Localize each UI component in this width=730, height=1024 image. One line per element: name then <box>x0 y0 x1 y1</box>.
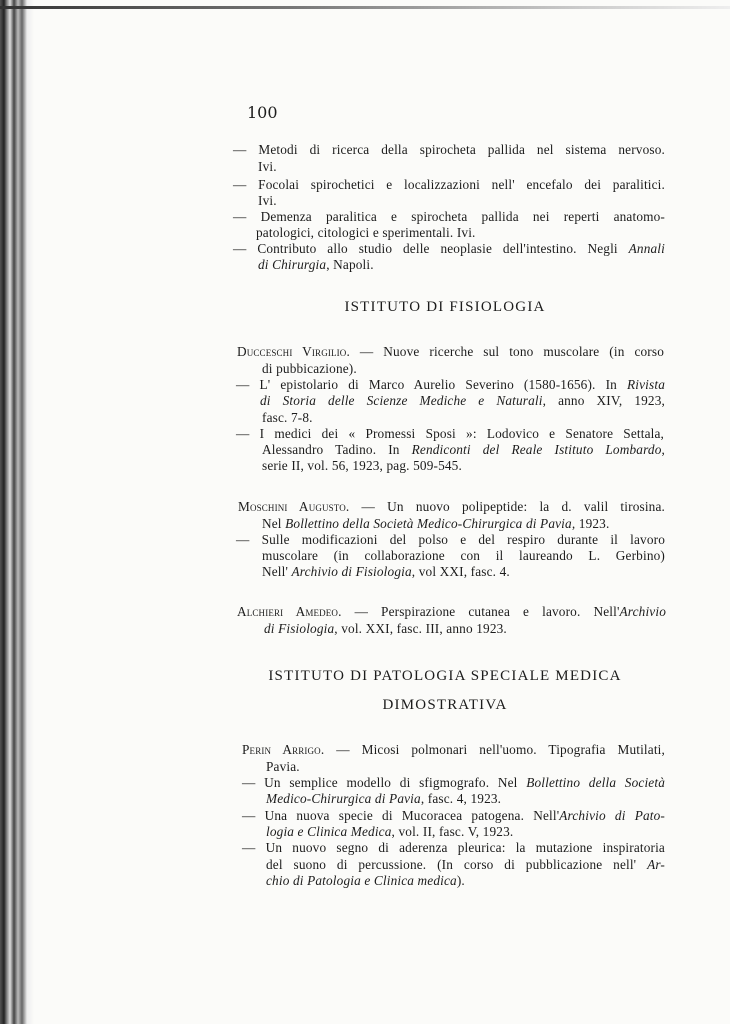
text-segment: , Napoli. <box>326 257 374 272</box>
text-line <box>256 225 476 241</box>
text-segment: — Perspirazione cutanea e lavoro. Nell' <box>341 604 620 619</box>
text-segment: ). <box>456 873 465 888</box>
text-segment: patologici, citologici e sperimentali. Ivi. <box>256 225 476 240</box>
text-line <box>242 808 665 824</box>
text-segment: , <box>661 442 665 457</box>
journal-title: Archivio di Pato- <box>559 808 666 823</box>
author-name: Alchieri Amedeo. <box>237 604 342 619</box>
text-line <box>266 824 513 840</box>
text-line <box>242 742 665 758</box>
page-top-edge <box>0 6 730 9</box>
text-line <box>262 516 609 532</box>
text-segment: serie II, vol. 56, 1923, pag. 509-545. <box>262 458 462 473</box>
text-segment: del suono di percussione. (In corso di pubblicazione nell' <box>266 857 648 872</box>
text-segment: , anno XIV, 1923, <box>542 393 665 408</box>
text-segment: di pubbicazione). <box>262 361 357 376</box>
text-line <box>242 775 665 791</box>
text-segment: — Metodi di ricerca della spirocheta pallida nel sistema nervoso. <box>233 142 665 157</box>
text-segment: — Micosi polmonari nell'uomo. Tipografia Mutilati, <box>324 742 665 757</box>
text-line <box>258 257 374 273</box>
text-line <box>233 142 665 158</box>
text-line <box>262 410 313 426</box>
text-line <box>236 532 665 548</box>
author-name: Perin Arrigo. <box>242 742 325 757</box>
text-line <box>264 621 507 637</box>
text-segment: fasc. 7-8. <box>262 410 313 425</box>
text-line <box>258 193 277 209</box>
text-line <box>233 209 665 225</box>
text-segment: , vol XXI, fasc. 4. <box>411 564 510 579</box>
journal-title: Medico-Chirurgica di Pavia <box>266 791 421 806</box>
text-segment: Nel <box>262 516 286 531</box>
section-heading-fisiologia: ISTITUTO DI FISIOLOGIA <box>344 299 546 315</box>
text-segment: , vol. II, fasc. V, 1923. <box>391 824 514 839</box>
text-segment: Ivi. <box>258 159 277 174</box>
journal-title: Archivio <box>619 604 666 619</box>
text-segment: — Focolai spirochetici e localizzazioni nell' encefalo dei paralitici. <box>233 177 665 192</box>
journal-title: Ar- <box>647 857 665 872</box>
text-line <box>236 377 665 393</box>
text-line <box>236 426 664 442</box>
text-line <box>260 393 665 409</box>
text-segment: — Sulle modificazioni del polso e del respiro durante il lavoro <box>236 532 665 547</box>
text-line <box>238 499 665 515</box>
text-segment: — I medici dei « Promessi Sposi »: Lodovico e Senatore Settala, <box>236 426 664 441</box>
text-line <box>266 873 465 889</box>
text-segment: — Una nuova specie di Mucoracea patogena. Nell' <box>242 808 560 823</box>
page-number: 100 <box>247 103 278 122</box>
journal-title: chio di Patologia e Clinica medica <box>266 873 457 888</box>
text-segment: — Contributo allo studio delle neoplasie dell'intestino. Negli <box>233 241 629 256</box>
section-heading-patologia: ISTITUTO DI PATOLOGIA SPECIALE MEDICA <box>268 668 622 684</box>
text-segment: Nell' <box>262 564 292 579</box>
text-line <box>237 604 666 620</box>
journal-title: Bollettino della Società Medico-Chirurgica di Pavia, <box>285 516 576 531</box>
text-segment: muscolare (in collaborazione con il laureando L. Gerbino) <box>262 548 665 563</box>
section-heading-dimostrativa: DIMOSTRATIVA <box>382 697 508 713</box>
journal-title: logia e Clinica Medica <box>266 824 392 839</box>
text-segment: — L' epistolario di Marco Aurelio Severino (1580-1656). In <box>236 377 628 392</box>
journal-title: di Chirurgia <box>258 257 327 272</box>
text-line <box>266 791 501 807</box>
book-binding-edge <box>0 0 34 1024</box>
text-line <box>262 548 665 564</box>
text-line <box>266 857 665 873</box>
journal-title: Rendiconti del Reale Istituto Lombardo <box>411 442 662 457</box>
journal-title: di Fisiologia <box>264 621 335 636</box>
text-segment: — Un semplice modello di sfigmografo. Nel <box>242 775 527 790</box>
text-segment: — Un nuovo segno di aderenza pleurica: la mutazione inspiratoria <box>242 840 665 855</box>
text-segment: — Un nuovo polipeptide: la d. valil tirosina. <box>349 499 665 514</box>
text-line <box>262 564 510 580</box>
journal-title: Annali <box>628 241 665 256</box>
author-name: Moschini Augusto. <box>238 499 350 514</box>
text-segment: — Demenza paralitica e spirocheta pallida nei reperti anatomo- <box>233 209 665 224</box>
author-name: Ducceschi Virgilio. <box>237 344 350 359</box>
journal-title: di Storia delle Scienze Mediche e Naturali <box>260 393 543 408</box>
text-line <box>266 759 300 775</box>
journal-title: Rivista <box>627 377 665 392</box>
text-line <box>233 241 665 257</box>
text-line <box>262 458 462 474</box>
text-segment: 1923. <box>575 516 610 531</box>
text-segment: Ivi. <box>258 193 277 208</box>
text-line <box>262 442 665 458</box>
text-line <box>233 177 665 193</box>
text-line <box>258 159 277 175</box>
text-segment: , fasc. 4, 1923. <box>420 791 502 806</box>
text-line <box>237 344 664 360</box>
text-segment: , vol. XXI, fasc. III, anno 1923. <box>334 621 507 636</box>
text-segment: — Nuove ricerche sul tono muscolare (in corso <box>349 344 664 359</box>
text-segment: Alessandro Tadino. In <box>262 442 412 457</box>
journal-title: Bollettino della Società <box>526 775 665 790</box>
journal-title: Archivio di Fisiologia <box>291 564 412 579</box>
text-segment: Pavia. <box>266 759 300 774</box>
text-line <box>262 361 357 377</box>
text-line <box>242 840 665 856</box>
